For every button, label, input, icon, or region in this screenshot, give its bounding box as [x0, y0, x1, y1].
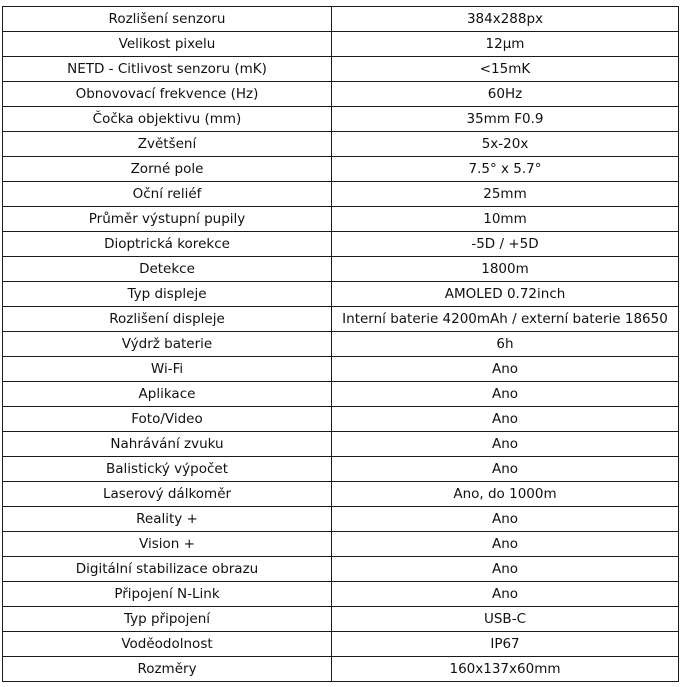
spec-label: Typ displeje	[3, 282, 332, 307]
spec-label: Obnovovací frekvence (Hz)	[3, 82, 332, 107]
table-row	[3, 507, 679, 532]
spec-label: Výdrž baterie	[3, 332, 332, 357]
spec-label: Rozlišení displeje	[3, 307, 332, 332]
table-row	[3, 607, 679, 632]
spec-label: Velikost pixelu	[3, 32, 332, 57]
table-row	[3, 432, 679, 457]
spec-value: Ano	[332, 407, 679, 432]
table-row	[3, 282, 679, 307]
spec-label: Rozměry	[3, 657, 332, 682]
spec-value: 5x-20x	[332, 132, 679, 157]
table-row	[3, 32, 679, 57]
table-row	[3, 482, 679, 507]
spec-label: NETD - Citlivost senzoru (mK)	[3, 57, 332, 82]
spec-value: 160x137x60mm	[332, 657, 679, 682]
spec-value: -5D / +5D	[332, 232, 679, 257]
table-row	[3, 157, 679, 182]
spec-label: Aplikace	[3, 382, 332, 407]
spec-label: Typ připojení	[3, 607, 332, 632]
spec-label: Voděodolnost	[3, 632, 332, 657]
table-row	[3, 532, 679, 557]
spec-label: Dioptrická korekce	[3, 232, 332, 257]
spec-label: Vision +	[3, 532, 332, 557]
spec-value: Ano	[332, 382, 679, 407]
table-row	[3, 457, 679, 482]
spec-label: Detekce	[3, 257, 332, 282]
table-row	[3, 332, 679, 357]
table-row	[3, 232, 679, 257]
table-row	[3, 182, 679, 207]
table-row	[3, 132, 679, 157]
spec-label: Průměr výstupní pupily	[3, 207, 332, 232]
spec-table	[2, 6, 679, 682]
spec-value: <15mK	[332, 57, 679, 82]
spec-value: USB-C	[332, 607, 679, 632]
spec-value: Ano	[332, 507, 679, 532]
spec-value: Interní baterie 4200mAh / externí baterie 18650	[332, 307, 679, 332]
spec-table-body	[3, 7, 679, 682]
spec-value: 7.5° x 5.7°	[332, 157, 679, 182]
spec-value: Ano	[332, 582, 679, 607]
spec-value: Ano	[332, 357, 679, 382]
spec-value: Ano	[332, 532, 679, 557]
spec-value: AMOLED 0.72inch	[332, 282, 679, 307]
table-row	[3, 257, 679, 282]
table-row	[3, 82, 679, 107]
spec-label: Digitální stabilizace obrazu	[3, 557, 332, 582]
spec-value: 384x288px	[332, 7, 679, 32]
table-row	[3, 57, 679, 82]
table-row	[3, 107, 679, 132]
spec-value: 12μm	[332, 32, 679, 57]
table-row	[3, 307, 679, 332]
spec-value: 10mm	[332, 207, 679, 232]
spec-value: 6h	[332, 332, 679, 357]
spec-value: Ano	[332, 557, 679, 582]
spec-value: Ano	[332, 432, 679, 457]
table-row	[3, 357, 679, 382]
table-row	[3, 657, 679, 682]
spec-value: 1800m	[332, 257, 679, 282]
table-row	[3, 557, 679, 582]
spec-label: Rozlišení senzoru	[3, 7, 332, 32]
table-row	[3, 632, 679, 657]
spec-label: Reality +	[3, 507, 332, 532]
spec-label: Čočka objektivu (mm)	[3, 107, 332, 132]
spec-value: 60Hz	[332, 82, 679, 107]
spec-value: 25mm	[332, 182, 679, 207]
spec-label: Wi-Fi	[3, 357, 332, 382]
spec-value: IP67	[332, 632, 679, 657]
spec-value: Ano	[332, 457, 679, 482]
spec-label: Foto/Video	[3, 407, 332, 432]
spec-label: Zorné pole	[3, 157, 332, 182]
spec-label: Připojení N-Link	[3, 582, 332, 607]
spec-label: Balistický výpočet	[3, 457, 332, 482]
spec-label: Zvětšení	[3, 132, 332, 157]
table-row	[3, 382, 679, 407]
table-row	[3, 207, 679, 232]
spec-label: Oční reliéf	[3, 182, 332, 207]
table-row	[3, 582, 679, 607]
spec-label: Laserový dálkoměr	[3, 482, 332, 507]
table-row	[3, 7, 679, 32]
spec-value: 35mm F0.9	[332, 107, 679, 132]
spec-label: Nahrávání zvuku	[3, 432, 332, 457]
table-row	[3, 407, 679, 432]
spec-value: Ano, do 1000m	[332, 482, 679, 507]
